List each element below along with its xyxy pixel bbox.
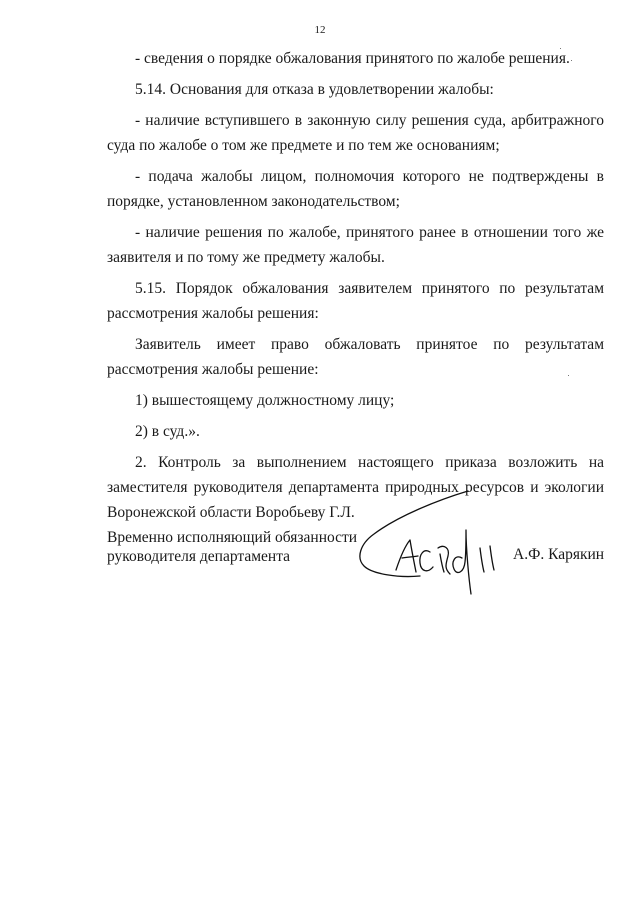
section-heading: 5.14. Основания для отказа в удовлетворении жалобы: [135, 81, 494, 98]
paragraph: - сведения о порядке обжалования принятого по жалобе решения. [135, 50, 570, 67]
section-heading: 5.15. Порядок обжалования заявителем принятого по результатам рассмотрения жалобы решения: [107, 280, 604, 322]
paragraph: Заявитель имеет право обжаловать принятое по результатам рассмотрения жалобы решение: [107, 336, 604, 378]
list-item: 1) вышестоящему должностному лицу; [135, 392, 395, 409]
paragraph: 2. Контроль за выполнением настоящего приказа возложить на заместителя руководителя департамента природных ресурсов и экологии Воронежской области Воробьеву Г.Л. [107, 454, 604, 521]
paragraph: - наличие решения по жалобе, принятого ранее в отношении того же заявителя и по тому же предмету жалобы. [107, 224, 604, 266]
document-body [107, 46, 604, 525]
signatory-position [107, 528, 357, 566]
position-line: руководителя департамента [107, 548, 291, 565]
list-item: 2) в суд.». [135, 423, 200, 440]
handwritten-signature [358, 488, 508, 603]
scan-speck [560, 48, 561, 49]
paragraph: - наличие вступившего в законную силу решения суда, арбитражного суда по жалобе о том же предмете и по тем же основаниям; [107, 112, 604, 154]
page-number: 12 [314, 24, 326, 36]
scan-speck [568, 375, 569, 376]
paragraph: - подача жалобы лицом, полномочия которого не подтверждены в порядке, установленном законодательством; [107, 168, 604, 210]
signatory-name: А.Ф. Карякин [513, 546, 605, 563]
scan-speck [571, 60, 572, 61]
position-line: Временно исполняющий обязанности [107, 529, 358, 546]
